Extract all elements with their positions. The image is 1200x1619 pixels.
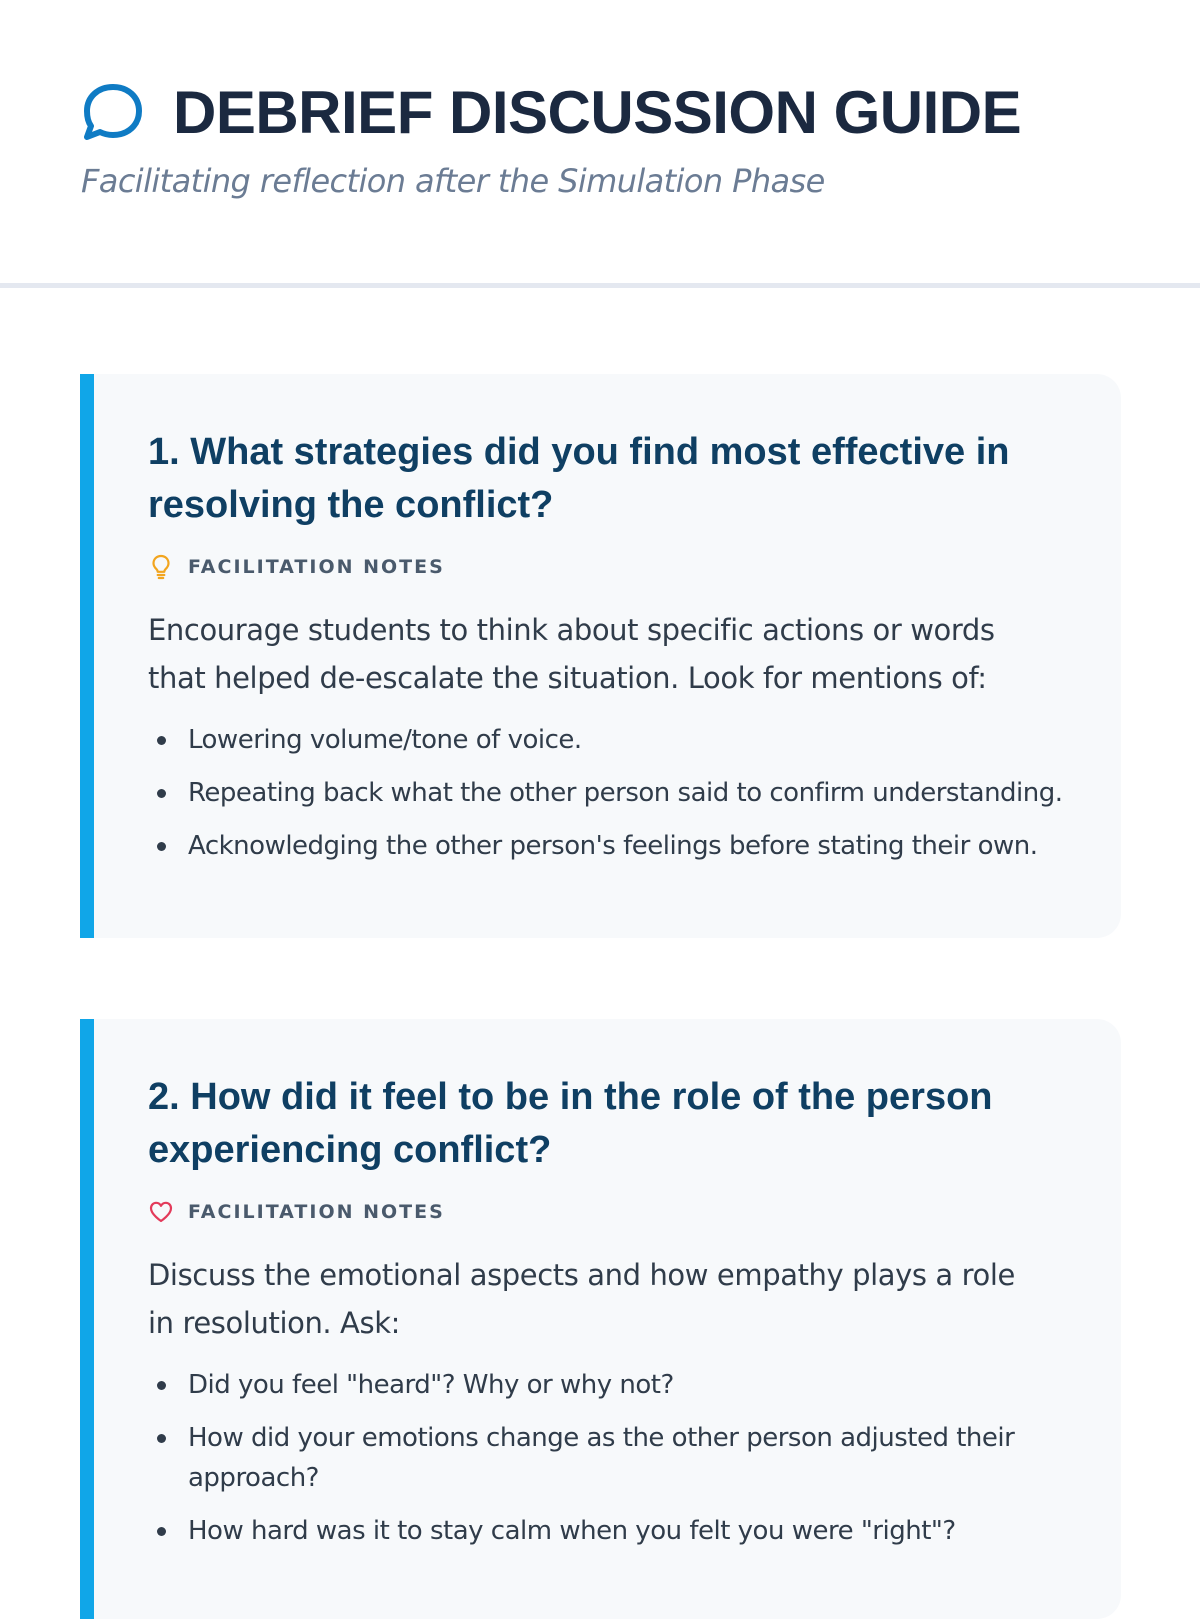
facilitation-notes-label bbox=[148, 1197, 1061, 1227]
list-item bbox=[148, 1511, 1068, 1551]
list-item-text: Did you feel "heard"? Why or why not? bbox=[188, 1370, 674, 1400]
bullet-dot bbox=[157, 842, 166, 851]
bullet-dot bbox=[157, 789, 166, 798]
list-item-text: How hard was it to stay calm when you felt you were "right"? bbox=[188, 1516, 956, 1546]
bullet-list bbox=[148, 1365, 1061, 1551]
bullet-dot bbox=[157, 1527, 166, 1536]
bullet-list bbox=[148, 720, 1061, 866]
bullet-dot bbox=[157, 1434, 166, 1443]
list-item-text: Repeating back what the other person said to confirm understanding. bbox=[188, 778, 1063, 808]
question-card-1 bbox=[80, 374, 1121, 938]
notes-text: Encourage students to think about specific actions or words that helped de-escalate the situation. Look for mentions of: bbox=[148, 613, 995, 695]
bullet-dot bbox=[157, 736, 166, 745]
notes-label-text: FACILITATION NOTES bbox=[188, 1201, 445, 1223]
list-item-text: Acknowledging the other person's feelings before stating their own. bbox=[188, 831, 1038, 861]
page-subtitle: Facilitating reflection after the Simulation Phase bbox=[81, 162, 825, 200]
list-item bbox=[148, 826, 1068, 866]
notes-label-text: FACILITATION NOTES bbox=[188, 556, 445, 578]
bullet-dot bbox=[157, 1381, 166, 1390]
question-heading: 1. What strategies did you find most effective in resolving the conflict? bbox=[148, 431, 1010, 526]
notes-text: Discuss the emotional aspects and how empathy plays a role in resolution. Ask: bbox=[148, 1258, 1015, 1340]
list-item bbox=[148, 1418, 1068, 1498]
facilitation-notes-label bbox=[148, 552, 1061, 582]
list-item bbox=[148, 720, 1068, 760]
list-item-text: How did your emotions change as the other person adjusted their approach? bbox=[188, 1423, 1015, 1493]
question-card-2 bbox=[80, 1019, 1121, 1619]
question-heading: 2. How did it feel to be in the role of the person experiencing conflict? bbox=[148, 1076, 993, 1171]
chat-bubble-icon bbox=[81, 81, 145, 145]
heart-icon bbox=[148, 1199, 174, 1225]
page-header bbox=[0, 0, 1200, 288]
title-row bbox=[81, 78, 1021, 148]
lightbulb-icon bbox=[148, 554, 174, 580]
list-item bbox=[148, 1365, 1068, 1405]
page-title: DEBRIEF DISCUSSION GUIDE bbox=[173, 79, 1022, 146]
list-item-text: Lowering volume/tone of voice. bbox=[188, 725, 582, 755]
list-item bbox=[148, 773, 1068, 813]
